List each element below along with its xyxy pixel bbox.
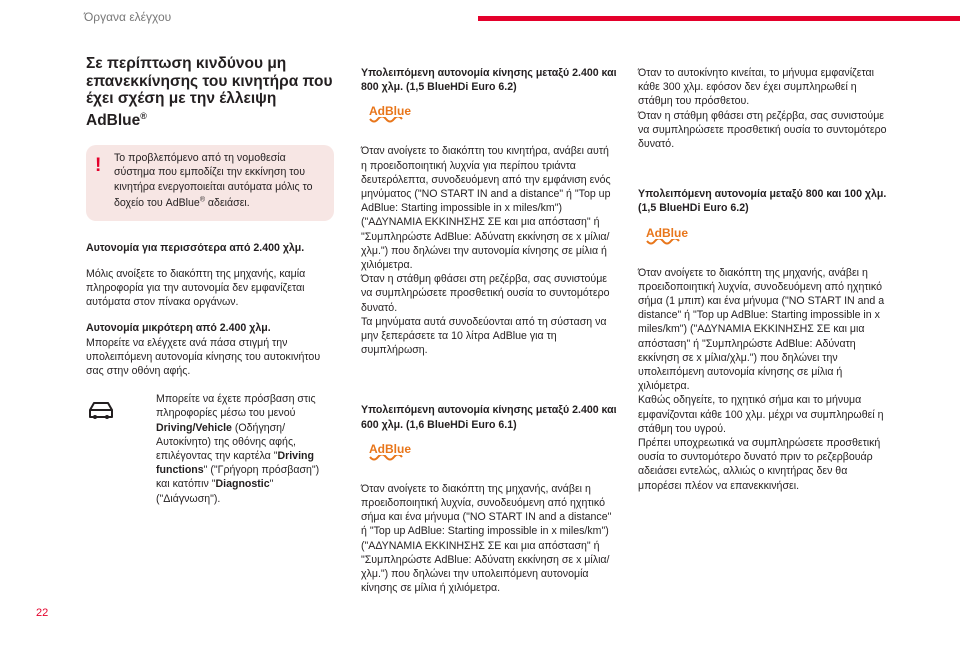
page-title: Σε περίπτωση κινδύνου μη επανεκκίνησης του κινητήρα που έχει σχέση με την έλλειψη AdBlue®	[86, 55, 333, 129]
heading-2400-800: Υπολειπόμενη αυτονομία κίνησης μεταξύ 2.400 και 800 χλμ. (1,5 BlueHDi Euro 6.2)	[361, 67, 617, 94]
paragraph-reserve: Όταν η στάθμη φθάσει στη ρεζέρβα, σας συνιστούμε να συμπληρώσετε προσθετική ουσία το συντομότερο δυνατό.	[638, 109, 887, 151]
paragraph-2400-600-start: Όταν ανοίγετε το διακόπτη της μηχανής, ανάβει η προειδοποιητική λυχνία, συνοδευόμενη από ηχητικό σήμα και ένα μήνυμα ("NO START IN and a distance" ή "Top up AdBlue: Starting impossible in x miles/km") ("ΑΔΥΝΑΜΙΑ ΕΚΚΙΝΗΣΗΣ ΣΕ και μια απόσταση" ή "Συμπληρώστε AdBlue: Αδύνατη εκκίνηση σε x μίλια/χλμ.") που δηλώνει την υπολειπόμενη αυτονομία κίνησης σε μίλια ή χιλιόμετρα.	[361, 482, 612, 595]
paragraph-range-over-2400: Μόλις ανοίξετε το διακόπτη της μηχανής, καμία πληροφορία για την αυτονομία δεν εμφανίζεται αυτόματα στον πίνακα οργάνων.	[86, 267, 306, 309]
exclamation-icon: !	[95, 155, 102, 177]
paragraph-800-100-start: Όταν ανοίγετε το διακόπτη της μηχανής, ανάβει η προειδοποιητική λυχνία, συνοδευόμενη από ηχητικό σήμα (1 μπιπ) και ένα μήνυμα ("NO START IN and a distance" ή "Top up AdBlue: Starting impossible in x miles/km") ("ΑΔΥΝΑΜΙΑ ΕΚΚΙΝΗΣΗΣ ΣΕ και μια απόσταση" ή "Συμπληρώστε AdBlue: Αδύνατη εκκίνηση σε x μίλια/χλμ.") που δηλώνει την υπολειπόμενη αυτονομία κίνησης σε μίλια ή χιλιόμετρα.	[638, 266, 885, 393]
warning-text: Το προβλεπόμενο από τη νομοθεσία σύστημα που εμποδίζει την εκκίνηση του κινητήρα ενεργοποιείται αυτόματα μόλις το δοχείο του AdBlue® αδειάσει.	[114, 152, 313, 210]
paragraph-2400-800-start: Όταν ανοίγετε το διακόπτη του κινητήρα, ανάβει αυτή η προειδοποιητική λυχνία για περίπου τριάντα δευτερόλεπτα, συνοδευόμενη από την εμφάνιση ενός μηνύματος ("NO START IN and a distance" ή "Top up AdBlue: Starting impossible in x miles/km") ("ΑΔΥΝΑΜΙΑ ΕΚΚΙΝΗΣΗΣ ΣΕ και μια απόσταση" ή "Συμπληρώστε AdBlue: Αδύνατη εκκίνηση σε x μίλια/ χλμ.") που δηλώνει την αυτονομία κίνησης σε μίλια ή χιλιόμετρα.	[361, 145, 611, 272]
right-column	[638, 66, 888, 493]
header-accent-bar	[478, 16, 960, 21]
left-column	[86, 55, 334, 506]
heading-range-over-2400: Αυτονομία για περισσότερα από 2.400 χλμ.	[86, 241, 305, 254]
paragraph-800-100-mandatory: Πρέπει υποχρεωτικά να συμπληρώσετε προσθετική ουσία το συντομότερο δυνατό πριν το ρεζερβουάρ αδειάσει εντελώς, αλλιώς ο κινητήρας δεν θα μπορέσει πλέον να επανεκκινήσει.	[638, 437, 881, 492]
heading-2400-600: Υπολειπόμενη αυτονομία κίνησης μεταξύ 2.400 και 600 χλμ. (1,6 BlueHDi Euro 6.1)	[361, 404, 617, 431]
diagnostic-text: Μπορείτε να έχετε πρόσβαση στις πληροφορίες μέσω του μενού Driving/Vehicle (Οδήγηση/ Αυτοκίνητο) της οθόνης αφής, επιλέγοντας την καρτέλα "Driving functions" ("Γρήγορη πρόσβαση") και κατόπιν "Diagnostic" ("Διάγνωση").	[156, 393, 320, 505]
middle-column	[361, 66, 617, 595]
adblue-warning-icon: AdBlue	[369, 104, 429, 130]
adblue-warning-icon: AdBlue	[369, 442, 429, 468]
car-icon	[88, 400, 114, 420]
paragraph-2400-800-refill: Τα μηνύματα αυτά συνοδεύονται από τη σύσταση να μην ξεπεράσετε τα 10 λίτρα AdBlue για τη συμπλήρωση.	[361, 315, 607, 357]
paragraph-2400-800-reserve: Όταν η στάθμη φθάσει στη ρεζέρβα, σας συνιστούμε να συμπληρώσετε προσθετική ουσία το συντομότερο δυνατό.	[361, 273, 610, 314]
heading-range-under-2400: Αυτονομία μικρότερη από 2.400 χλμ.	[86, 322, 271, 335]
paragraph-800-100-driving: Καθώς οδηγείτε, το ηχητικό σήμα και το μήνυμα εμφανίζονται κάθε 100 χλμ. μέχρι να συμπληρωθεί η στάθμη του υγρού.	[638, 394, 884, 435]
section-title: Όργανα ελέγχου	[84, 10, 172, 24]
warning-box	[86, 145, 334, 220]
paragraph-range-under-2400: Μπορείτε να ελέγχετε ανά πάσα στιγμή την υπολειπόμενη αυτονομία κίνησης του αυτοκινήτου σας στην οθόνη αφής.	[86, 336, 321, 377]
page-number: 22	[36, 607, 49, 619]
adblue-warning-icon: AdBlue	[646, 226, 706, 252]
paragraph-driving-message: Όταν το αυτοκίνητο κινείται, το μήνυμα εμφανίζεται κάθε 300 χλμ. εφόσον δεν έχει συμπληρωθεί η στάθμη του πρόσθετου.	[638, 67, 874, 108]
diagnostic-info	[86, 392, 334, 506]
heading-800-100: Υπολειπόμενη αυτονομία μεταξύ 800 και 100 χλμ. (1,5 BlueHDi Euro 6.2)	[638, 188, 887, 215]
